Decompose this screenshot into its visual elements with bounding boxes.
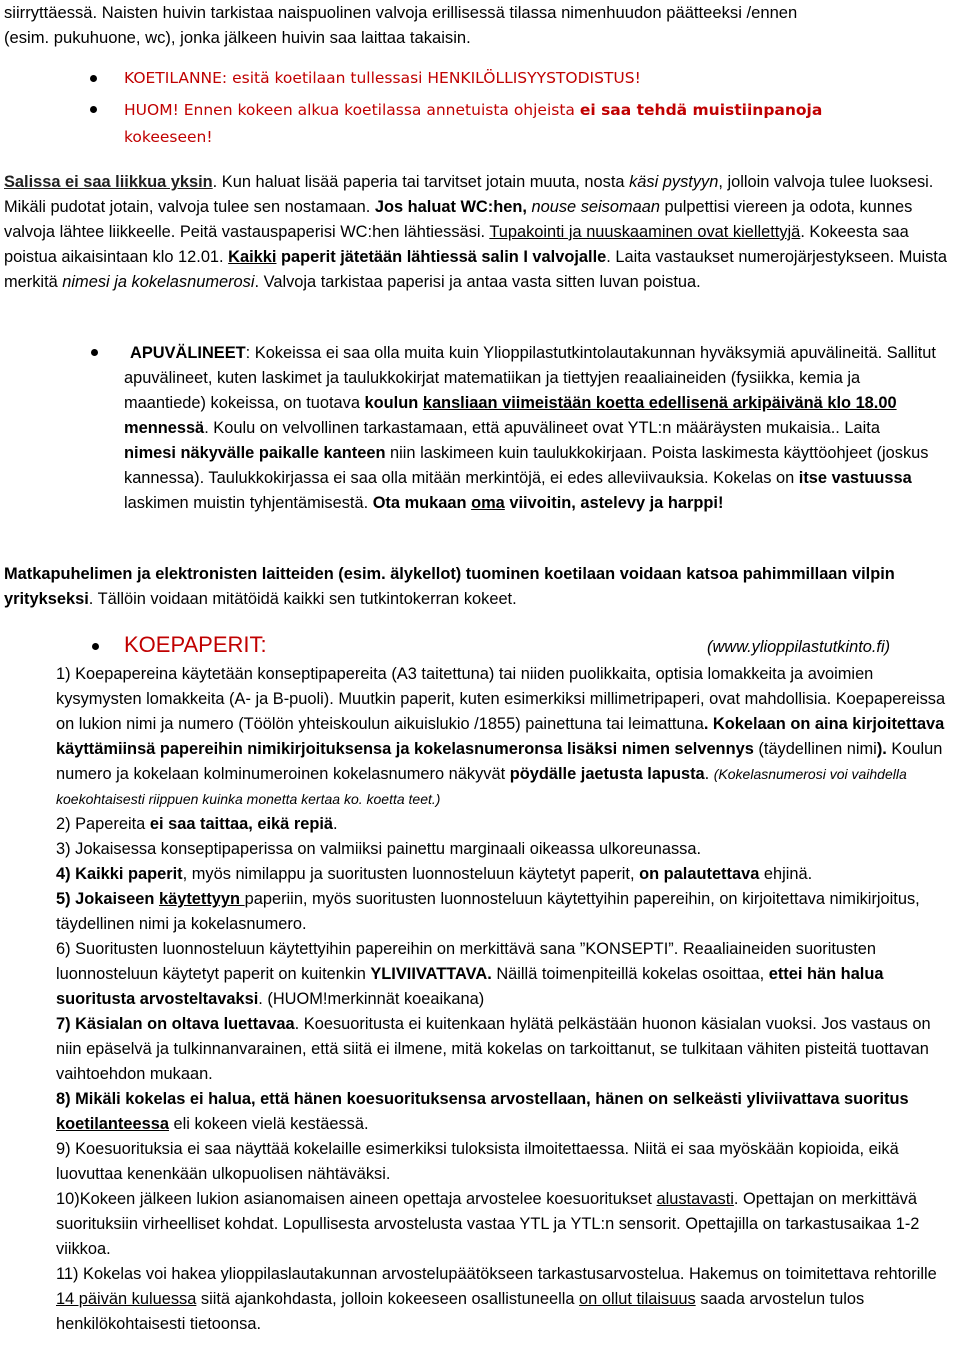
matkapuhelin-paragraph: Matkapuhelimen ja elektronisten laitteiden (esim. älykellot) tuominen koetilaan voidaan katsoa pahimmillaan vilpin yritykseksi. Tällöin voidaan mitätöidä kaikki sen tutkintokerran kokeet. [4, 565, 895, 608]
list-item-10: 10)Kokeen jälkeen lukion asianomaisen aineen opettaja arvostelee koesuoritukset alustavasti. Opettajan on merkittävä suorituksiin virheelliset kohdat. Lopullisesta arvostelusta vastaa YTL ja YTL:n sensorit. Opettajilla on tarkastusaikaa 1-2 viikkoa. [56, 1190, 920, 1258]
koetilanne-bullet: KOETILANNE: esitä koetilaan tullessasi HENKILÖLLISYYSTODISTUS! [124, 69, 641, 87]
huom-bullet: HUOM! Ennen kokeen alkua koetilassa annetuista ohjeista ei saa tehdä muistiinpanoja kokeeseen! [124, 101, 823, 146]
salissa-paragraph: Salissa ei saa liikkua yksin. Kun haluat lisää paperia tai tarvitset jotain muuta, nosta käsi pystyyn, jolloin valvoja tulee luoksesi. Mikäli pudotat jotain, valvoja tulee sen nostamaan. Jos haluat WC:hen, nouse seisomaan pulpettisi viereen ja odota, kunnes valvoja lähtee liikkeelle. Peitä vastauspaperisi WC:hen lähtiessäsi. Tupakointi ja nuuskaaminen ovat kiellettyjä. Kokeesta saa poistua aikaisintaan klo 12.01. Kaikki paperit jätetään lähtiessä salin I valvojalle. Laita vastaukset numerojärjestykseen. Muista merkitä nimesi ja kokelasnumerosi. Valvoja tarkistaa paperisi ja antaa vasta sitten luvan poistua. [4, 173, 947, 291]
list-item-9: 9) Koesuorituksia ei saa näyttää kokelaille esimerkiksi tuloksista ilmoitettaessa. Niitä ei saa myöskään kopioida, eikä luovuttaa kenenkään ulkopuolisen nähtäväksi. [56, 1140, 899, 1183]
koepaperit-heading: KOEPAPERIT: [124, 632, 267, 657]
list-item-2: 2) Papereita ei saa taittaa, eikä repiä. [56, 815, 338, 833]
list-item-4: 4) Kaikki paperit, myös nimilappu ja suoritusten luonnosteluun käytetyt paperit, on palautettava ehjinä. [56, 865, 813, 883]
list-item-8: 8) Mikäli kokelas ei halua, että hänen koesuorituksensa arvostellaan, hänen on selkeästi yliviivattava suoritus koetilanteessa eli kokeen vielä kestäessä. [56, 1090, 909, 1133]
list-item-1: 1) Koepapereina käytetään konseptipapereita (A3 taitettuna) tai niiden puolikkaita, optisia lomakkeita ja avoimien kysymysten lomakkeita (A- ja B-puoli). Muutkin paperit, kuten esimerkiksi millimetripaperi, ovat mahdollisia. Koepapereissa on lukion nimi ja numero (Töölön yhteiskoulun aikuislukio /1855) painettuna tai leimattuna. Kokelaan on aina kirjoitettava käyttämiinsä papereihin nimikirjoituksensa ja kokelasnumeronsa lisäksi nimen selvennys (täydellinen nimi). Koulun numero ja kokelaan kolminumeroinen kokelasnumero näkyvät pöydälle jaetusta lapusta. (Kokelasnumerosi voi vaihdella koekohtaisesti riippuen kuinka monetta kertaa ko. koetta teet.) [56, 665, 946, 807]
bullet-icon [90, 106, 97, 113]
apuvalineet-paragraph: APUVÄLINEET: Kokeissa ei saa olla muita kuin Ylioppilastutkintolautakunnan hyväksymiä apuvälineitä. Sallitut apuvälineet, kuten laskimet ja taulukkokirjat matematiikan ja tiettyjen reaaliaineiden (fysiikka, kemia ja maantiede) kokeissa, on tuotava koulun kansliaan viimeistään koetta edellisenä arkipäivänä klo 18.00 mennessä. Koulu on velvollinen tarkastamaan, että apuvälineet ovat YTL:n määräysten mukaisia.. Laita nimesi näkyvälle paikalle kanteen niin laskimeen kuin taulukkokirjaan. Poista laskimesta käyttöohjeet (joskus kannessa). Taulukkokirjassa ei saa olla mitään merkintöjä, ei edes alleviivauksia. Kokelas on itse vastuussa laskimen muistin tyhjentämisestä. Ota mukaan oma viivoitin, astelevy ja harppi! [124, 344, 936, 512]
bullet-icon [91, 349, 98, 356]
list-item-11: 11) Kokelas voi hakea ylioppilaslautakunnan arvostelupäätökseen tarkastusarvostelua. Hakemus on toimitettava rehtorille 14 päivän kuluessa siitä ajankohdasta, jolloin kokeeseen osallistuneella on ollut tilaisuus saada arvostelun tulos henkilökohtaisesti tietoonsa. [56, 1265, 937, 1333]
list-item-5: 5) Jokaiseen käytettyyn paperiin, myös suoritusten luonnosteluun käytettyihin papereihin, on kirjoitettava nimikirjoitus, täydellinen nimi ja kokelasnumero. [56, 890, 920, 933]
intro-line-2: (esim. pukuhuone, wc), jonka jälkeen huivin saa laittaa takaisin. [4, 28, 471, 47]
source-reference: (www.ylioppilastutkinto.fi) [707, 638, 891, 656]
intro-paragraph [4, 0, 956, 50]
list-item-3: 3) Jokaisessa konseptipaperissa on valmiiksi painettu marginaali oikeassa ulkoreunassa. [56, 840, 702, 858]
bullet-icon [90, 75, 97, 82]
list-item-6: 6) Suoritusten luonnosteluun käytettyihin papereihin on merkittävä sana ”KONSEPTI”. Reaaliaineiden suoritusten luonnosteluun käytetyt paperit on kuitenkin YLIVIIVATTAVA. Näillä toimenpiteillä kokelas osoittaa, ettei hän halua suoritusta arvosteltavaksi. (HUOM!merkinnät koeaikana) [56, 940, 884, 1008]
list-item-7: 7) Käsialan on oltava luettavaa. Koesuoritusta ei kuitenkaan hylätä pelkästään huonon käsialan vuoksi. Jos vastaus on niin epäselvä ja tulkinnanvarainen, että siitä ei ilmene, mitä kokelas on tarkoittanut, se tulkitaan vähiten pisteitä tuottavan vaihtoehdon mukaan. [56, 1015, 931, 1083]
bullet-icon [92, 643, 99, 650]
intro-line-1: siirryttäessä. Naisten huivin tarkistaa naispuolinen valvoja erillisessä tilassa nimenhuudon päätteeksi /ennen [4, 3, 798, 22]
koepaperit-list [56, 662, 946, 1337]
